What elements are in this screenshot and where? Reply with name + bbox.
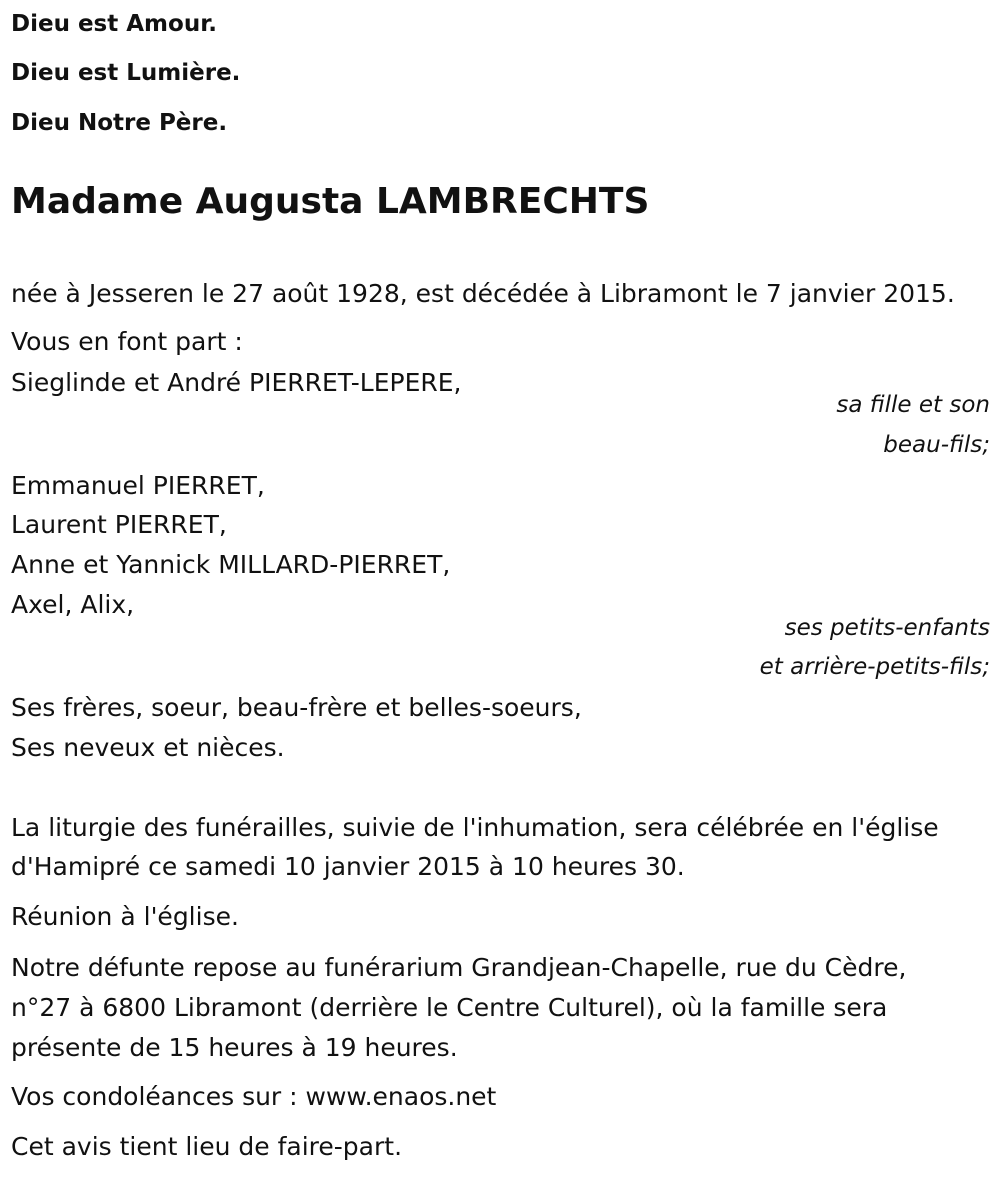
condolences-line: Vos condoléances sur : www.enaos.net xyxy=(11,1082,497,1111)
birth-death-line: née à Jesseren le 27 août 1928, est décédée à Libramont le 7 janvier 2015. xyxy=(11,279,955,308)
deceased-name: Madame Augusta LAMBRECHTS xyxy=(11,181,650,222)
meeting-line: Réunion à l'église. xyxy=(11,902,239,931)
grandchildren-relation: et arrière-petits-fils; xyxy=(759,654,990,680)
grandchild-line: Emmanuel PIERRET, xyxy=(11,471,265,500)
motto-line: Dieu est Lumière. xyxy=(11,60,241,86)
grandchild-line: Axel, Alix, xyxy=(11,590,135,619)
daughter-relation: beau-fils; xyxy=(883,432,990,458)
funerarium-line: présente de 15 heures à 19 heures. xyxy=(11,1033,458,1062)
others-line: Ses neveux et nièces. xyxy=(11,733,285,762)
motto-line: Dieu est Amour. xyxy=(11,11,217,37)
daughter-relation: sa fille et son xyxy=(836,392,990,418)
funerarium-line: Notre défunte repose au funérarium Grandjean-Chapelle, rue du Cèdre, xyxy=(11,953,907,982)
grandchild-line: Anne et Yannick MILLARD-PIERRET, xyxy=(11,550,451,579)
funeral-line: d'Hamipré ce samedi 10 janvier 2015 à 10 heures 30. xyxy=(11,852,685,881)
funeral-line: La liturgie des funérailles, suivie de l'inhumation, sera célébrée en l'église xyxy=(11,813,939,842)
motto-line: Dieu Notre Père. xyxy=(11,110,228,136)
others-line: Ses frères, soeur, beau-frère et belles-soeurs, xyxy=(11,693,582,722)
grandchild-line: Laurent PIERRET, xyxy=(11,510,227,539)
intro-line: Vous en font part : xyxy=(11,327,243,356)
closing-line: Cet avis tient lieu de faire-part. xyxy=(11,1132,403,1161)
daughter-line: Sieglinde et André PIERRET-LEPERE, xyxy=(11,368,462,397)
funerarium-line: n°27 à 6800 Libramont (derrière le Centre Culturel), où la famille sera xyxy=(11,993,888,1022)
grandchildren-relation: ses petits-enfants xyxy=(784,615,990,641)
